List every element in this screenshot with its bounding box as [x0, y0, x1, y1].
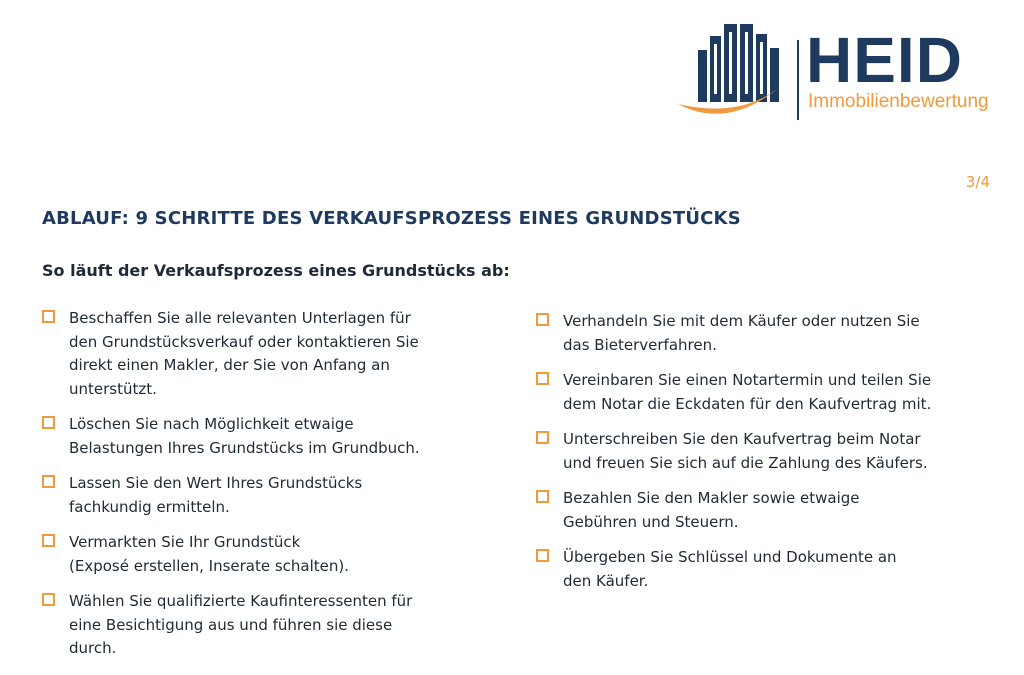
steps-left-column	[42, 307, 472, 673]
page-number: 3/4	[965, 173, 990, 191]
step-text: Verhandeln Sie mit dem Käufer oder nutzen Sie das Bieterverfahren.	[563, 312, 920, 354]
step-text: Löschen Sie nach Möglichkeit etwaige Belastungen Ihres Grundstücks im Grundbuch.	[69, 415, 420, 457]
step-item	[536, 546, 986, 593]
document-subtitle: So läuft der Verkaufsprozess eines Grundstücks ab:	[42, 261, 510, 280]
step-item	[536, 487, 986, 534]
checkbox-icon[interactable]	[536, 431, 549, 444]
checkbox-icon[interactable]	[42, 310, 55, 323]
logo-subtitle: Immobilienbewertung	[808, 91, 989, 112]
checkbox-icon[interactable]	[536, 549, 549, 562]
step-text: Wählen Sie qualifizierte Kaufinteressenten für eine Besichtigung aus und führen sie diese durch.	[69, 592, 413, 657]
checkbox-icon[interactable]	[42, 593, 55, 606]
step-text: Bezahlen Sie den Makler sowie etwaige Gebühren und Steuern.	[563, 489, 860, 531]
step-item	[42, 413, 472, 460]
step-item	[536, 310, 986, 357]
steps-right-column	[536, 310, 986, 605]
step-item	[42, 307, 472, 401]
step-item	[536, 369, 986, 416]
step-text: Lassen Sie den Wert Ihres Grundstücks fachkundig ermitteln.	[69, 474, 363, 516]
step-text: Unterschreiben Sie den Kaufvertrag beim Notar und freuen Sie sich auf die Zahlung des Käufers.	[563, 430, 928, 472]
company-logo	[676, 22, 1006, 122]
step-item	[42, 472, 472, 519]
step-text: Übergeben Sie Schlüssel und Dokumente an den Käufer.	[563, 548, 897, 590]
logo-name: HEID	[806, 24, 963, 96]
step-text: Vermarkten Sie Ihr Grundstück (Exposé erstellen, Inserate schalten).	[69, 533, 350, 575]
document-title: ABLAUF: 9 SCHRITTE DES VERKAUFSPROZESS EINES GRUNDSTÜCKS	[42, 208, 741, 229]
step-item	[536, 428, 986, 475]
checkbox-icon[interactable]	[536, 313, 549, 326]
checkbox-icon[interactable]	[42, 475, 55, 488]
checkbox-icon[interactable]	[536, 372, 549, 385]
step-text: Vereinbaren Sie einen Notartermin und teilen Sie dem Notar die Eckdaten für den Kaufvertrag mit.	[563, 371, 932, 413]
logo-divider	[797, 40, 799, 120]
checkbox-icon[interactable]	[42, 534, 55, 547]
building-logo-icon	[676, 22, 794, 122]
step-item	[42, 531, 472, 578]
step-text: Beschaffen Sie alle relevanten Unterlagen für den Grundstücksverkauf oder kontaktieren Sie direkt einen Makler, der Sie von Anfang an unterstützt.	[69, 309, 419, 398]
step-item	[42, 590, 472, 661]
checkbox-icon[interactable]	[42, 416, 55, 429]
checkbox-icon[interactable]	[536, 490, 549, 503]
